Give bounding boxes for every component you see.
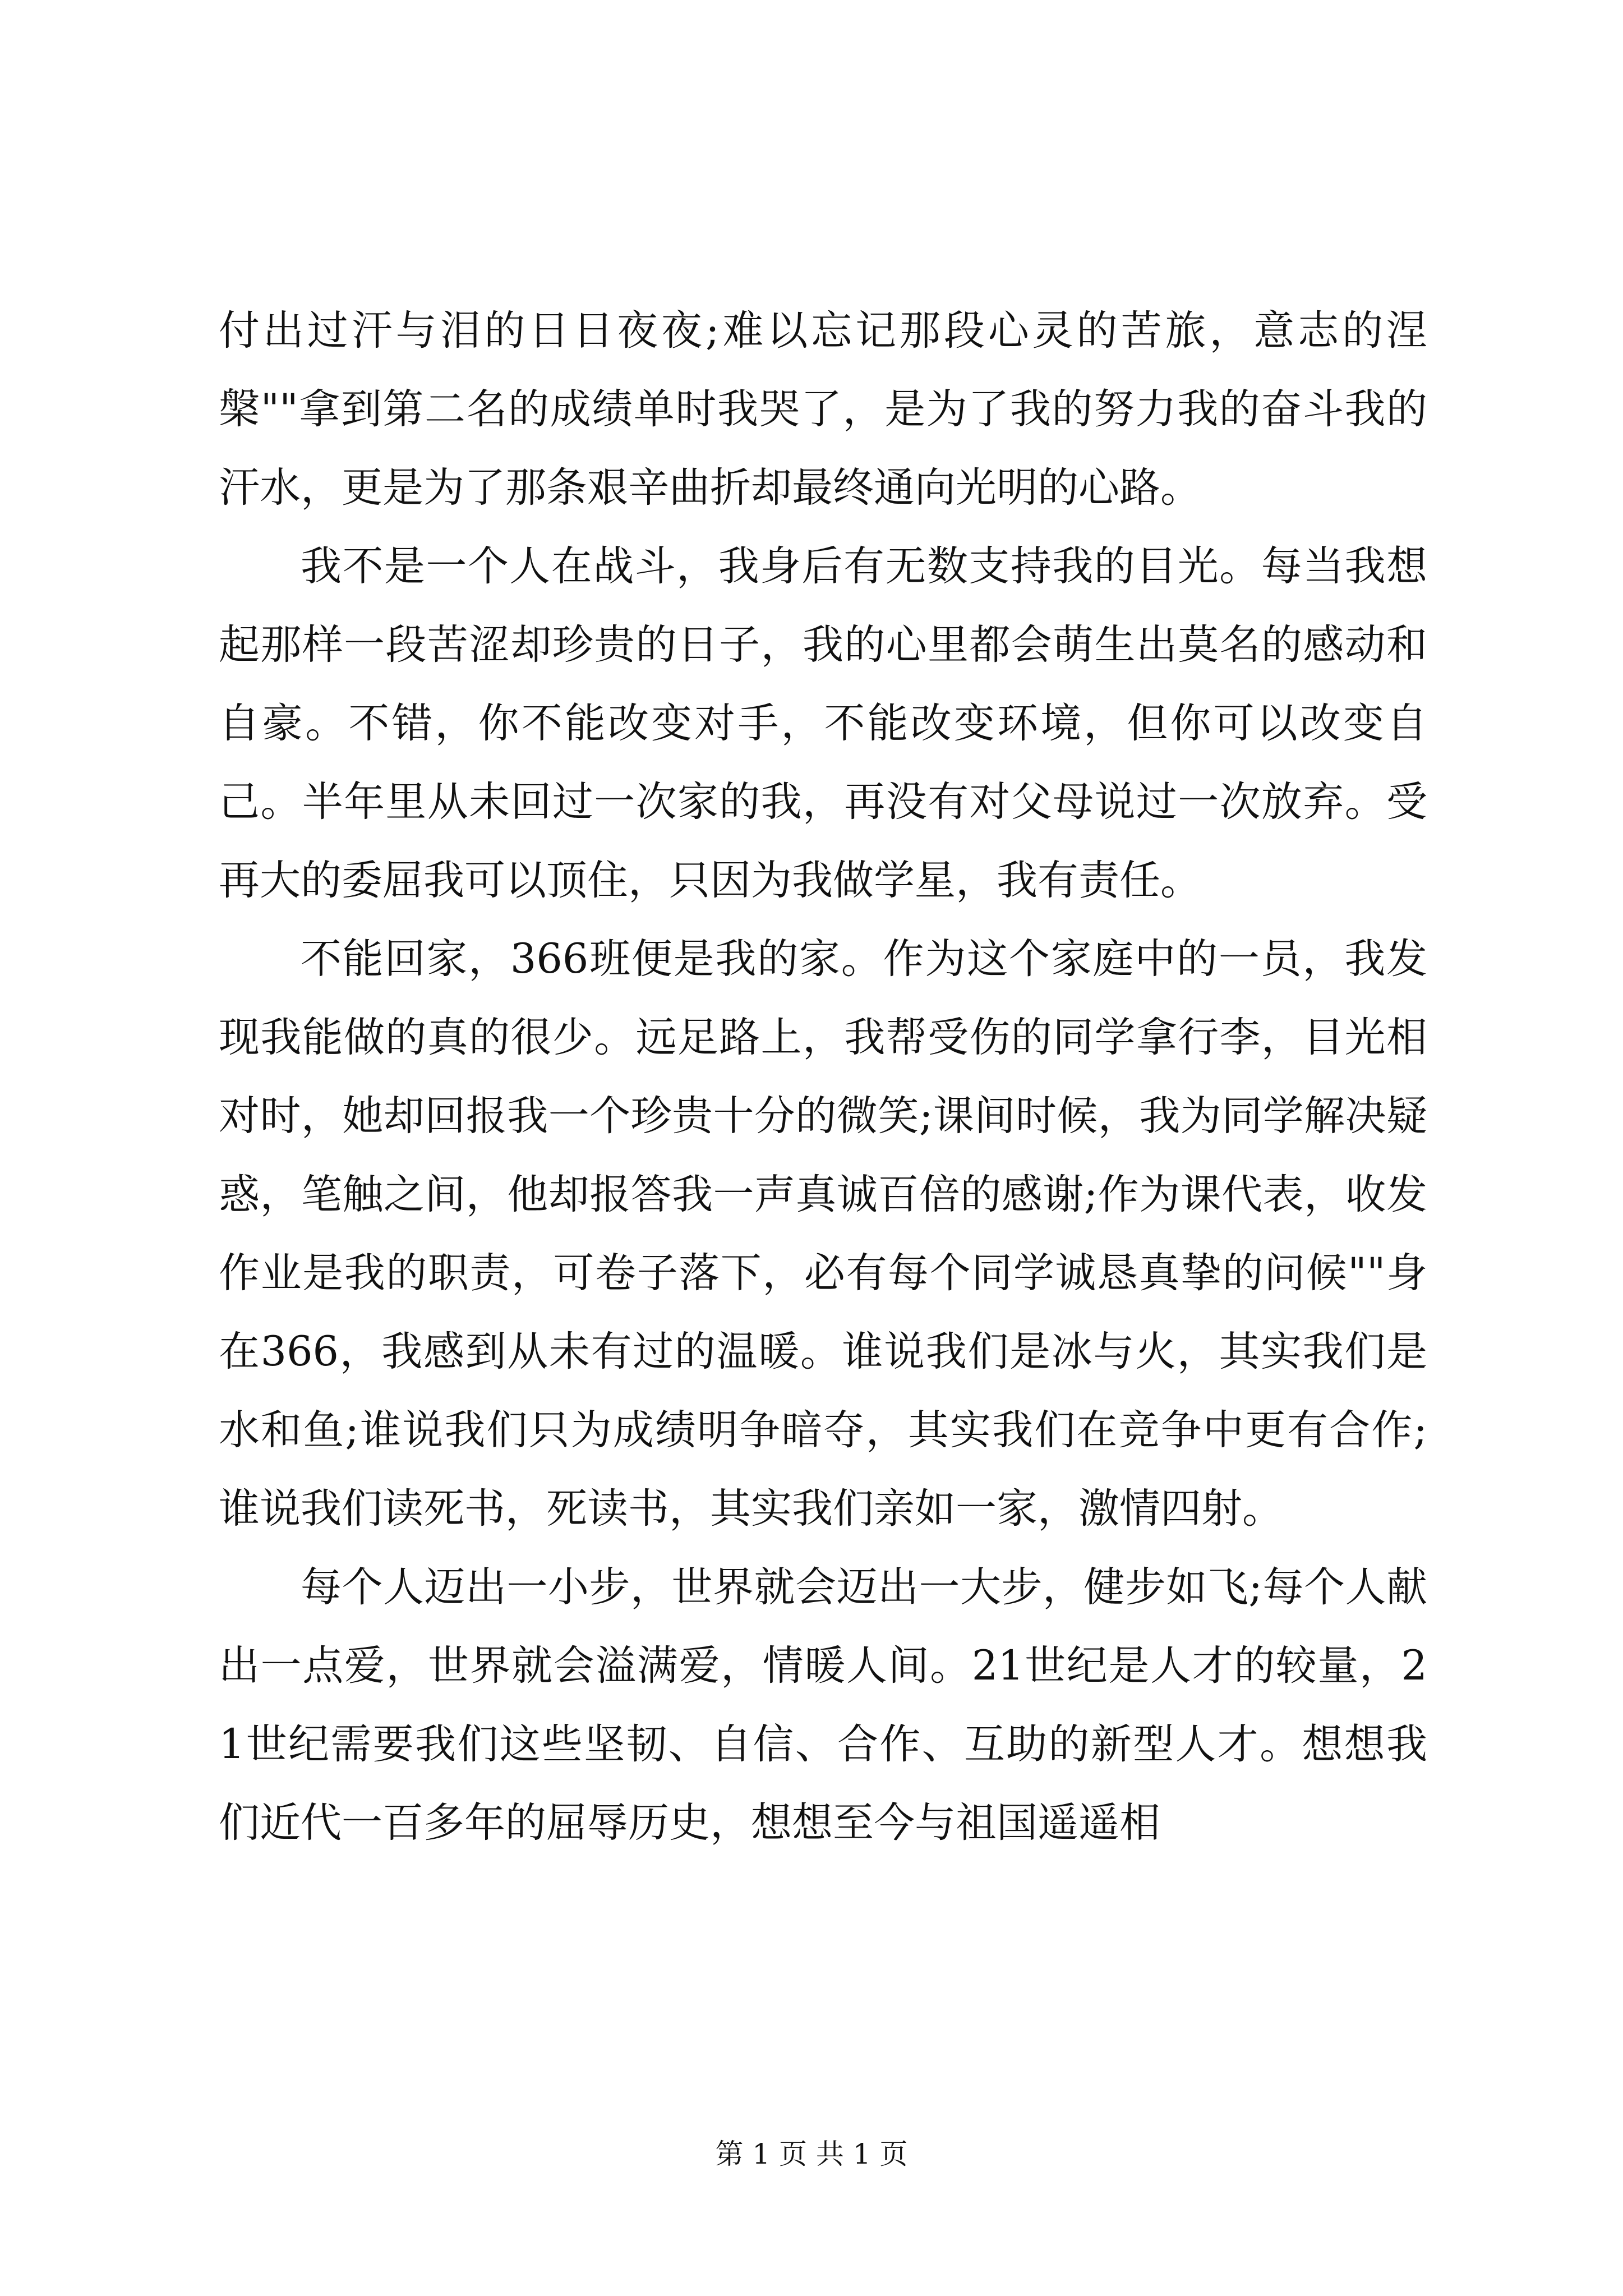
- paragraph-2: 我不是一个人在战斗，我身后有无数支持我的目光。每当我想起那样一段苦涩却珍贵的日子，我的心里都会萌生出莫名的感动和自豪。不错，你不能改变对手，不能改变环境，但你可以改变自己。半年里从未回过一次家的我，再没有对父母说过一次放弃。受再大的委屈我可以顶住，只因为我做学星，我有责任。: [219, 542, 1427, 904]
- paragraph-4: 每个人迈出一小步，世界就会迈出一大步，健步如飞;每个人献出一点爱，世界就会溢满爱，情暖人间。21世纪是人才的较量，21世纪需要我们这些坚韧、自信、合作、互助的新型人才。想想我们近代一百多年的屈辱历史，想想至今与祖国遥遥相: [219, 1563, 1427, 1847]
- document-body: [219, 292, 1427, 1862]
- page-number-footer: 第 1 页 共 1 页: [715, 2138, 908, 2170]
- paragraph-3: 不能回家，366班便是我的家。作为这个家庭中的一员，我发现我能做的真的很少。远足路上，我帮受伤的同学拿行李，目光相对时，她却回报我一个珍贵十分的微笑;课间时候，我为同学解决疑惑，笔触之间，他却报答我一声真诚百倍的感谢;作为课代表，收发作业是我的职责，可卷子落下，必有每个同学诚恳真挚的问候""身在366，我感到从未有过的温暖。谁说我们是冰与火，其实我们是水和鱼;谁说我们只为成绩明争暗夺，其实我们在竞争中更有合作;谁说我们读死书，死读书，其实我们亲如一家，激情四射。: [219, 935, 1427, 1533]
- paragraph-1: 付出过汗与泪的日日夜夜;难以忘记那段心灵的苦旅，意志的涅槃""拿到第二名的成绩单时我哭了，是为了我的努力我的奋斗我的汗水，更是为了那条艰辛曲折却最终通向光明的心路。: [219, 307, 1427, 512]
